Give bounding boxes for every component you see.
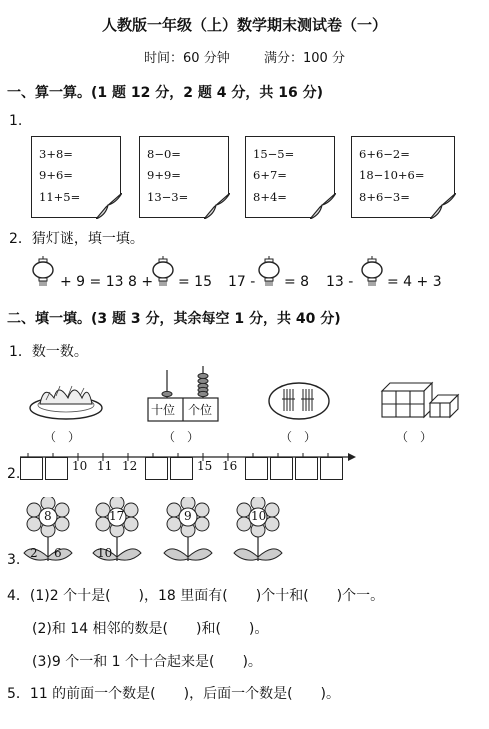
riddle-text: 8 + — [128, 274, 154, 290]
number-line-blank[interactable] — [295, 457, 318, 480]
answer-blank[interactable]: （ ） — [44, 430, 81, 444]
score-label: 满分：100 分 — [264, 51, 345, 66]
riddle-text: = 4 + 3 — [387, 274, 442, 290]
dumplings-plate-image — [28, 376, 104, 422]
question-2-label: 2．猜灯谜，填一填。 — [9, 231, 144, 247]
section-1-heading: 一、算一算。(1 题 12 分，2 题 4 分，共 16 分) — [7, 85, 323, 101]
expression: 15−5= — [253, 147, 295, 161]
flower-center-number: 10 — [251, 509, 267, 523]
flower-image — [232, 497, 284, 563]
cube-blocks-image — [380, 381, 460, 419]
expression: 9+9= — [147, 168, 181, 182]
arithmetic-card — [139, 136, 229, 218]
question-1-label: 1. — [9, 113, 23, 129]
abacus-ones-label: 个位 — [188, 403, 213, 417]
number-line-label: 11 — [97, 459, 113, 473]
flower-leaf-number: 10 — [97, 546, 113, 560]
expression: 3+8= — [39, 147, 73, 161]
page-curl-icon — [96, 193, 122, 219]
abacus-tens-label: 十位 — [151, 403, 176, 417]
riddle-text: 17 - — [228, 274, 256, 290]
number-line-label: 12 — [122, 459, 138, 473]
question-2-2-label: 2. — [7, 466, 21, 482]
number-line-blank[interactable] — [320, 457, 343, 480]
expression: 8+4= — [253, 190, 287, 204]
lantern-icon — [258, 256, 280, 286]
expression: 13−3= — [147, 190, 189, 204]
question-2-3-label: 3. — [7, 552, 21, 568]
number-line-label: 16 — [222, 459, 238, 473]
arithmetic-card — [245, 136, 335, 218]
arithmetic-card — [351, 136, 455, 218]
flower-center-number: 9 — [184, 509, 192, 523]
riddle-text: = 8 — [284, 274, 310, 290]
stick-bundles-image — [268, 381, 330, 421]
section-2-heading: 二、填一填。(3 题 3 分，其余每空 1 分，共 40 分) — [7, 311, 341, 327]
number-line-label: 15 — [197, 459, 213, 473]
question-2-5: 5．11 的前面一个数是( )，后面一个数是( )。 — [7, 686, 341, 702]
number-line-blank[interactable] — [145, 457, 168, 480]
exam-info — [0, 47, 489, 66]
expression: 11+5= — [39, 190, 81, 204]
riddle-text: = 15 — [178, 274, 212, 290]
flower-leaf-number: 6 — [54, 546, 62, 560]
answer-blank[interactable]: （ ） — [163, 430, 200, 444]
expression: 6+7= — [253, 168, 287, 182]
expression: 18−10+6= — [359, 168, 425, 182]
number-line-blank[interactable] — [245, 457, 268, 480]
answer-blank[interactable]: （ ） — [280, 430, 317, 444]
answer-blank[interactable]: （ ） — [396, 430, 433, 444]
expression: 9+6= — [39, 168, 73, 182]
number-line-blank[interactable] — [270, 457, 293, 480]
question-2-1-label: 1．数一数。 — [9, 344, 88, 360]
lantern-icon — [361, 256, 383, 286]
page-title: 人教版一年级（上）数学期末测试卷（一） — [101, 16, 387, 34]
question-2-4-part-1: 4．(1)2 个十是( )，18 里面有( )个十和( )个一。 — [7, 588, 385, 604]
riddle-text: + 9 = 13 — [60, 274, 124, 290]
arithmetic-card — [31, 136, 121, 218]
number-line-label: 10 — [72, 459, 88, 473]
expression: 8−0= — [147, 147, 181, 161]
flower-center-number: 17 — [109, 509, 125, 523]
number-line-blank[interactable] — [20, 457, 43, 480]
question-2-4-part-3: (3)9 个一和 1 个十合起来是( )。 — [32, 654, 262, 670]
flower-image — [162, 497, 214, 563]
question-2-4-part-2: (2)和 14 相邻的数是( )和( )。 — [32, 621, 269, 637]
page-curl-icon — [204, 193, 230, 219]
time-label: 时间：60 分钟 — [144, 51, 230, 66]
expression: 8+6−3= — [359, 190, 410, 204]
page-curl-icon — [430, 193, 456, 219]
lantern-icon — [152, 256, 174, 286]
number-line-blank[interactable] — [45, 457, 68, 480]
flower-leaf-number: 2 — [30, 546, 38, 560]
lantern-icon — [32, 256, 54, 286]
expression: 6+6−2= — [359, 147, 410, 161]
number-line-blank[interactable] — [170, 457, 193, 480]
page-curl-icon — [310, 193, 336, 219]
riddle-text: 13 - — [326, 274, 354, 290]
flower-center-number: 8 — [44, 509, 52, 523]
